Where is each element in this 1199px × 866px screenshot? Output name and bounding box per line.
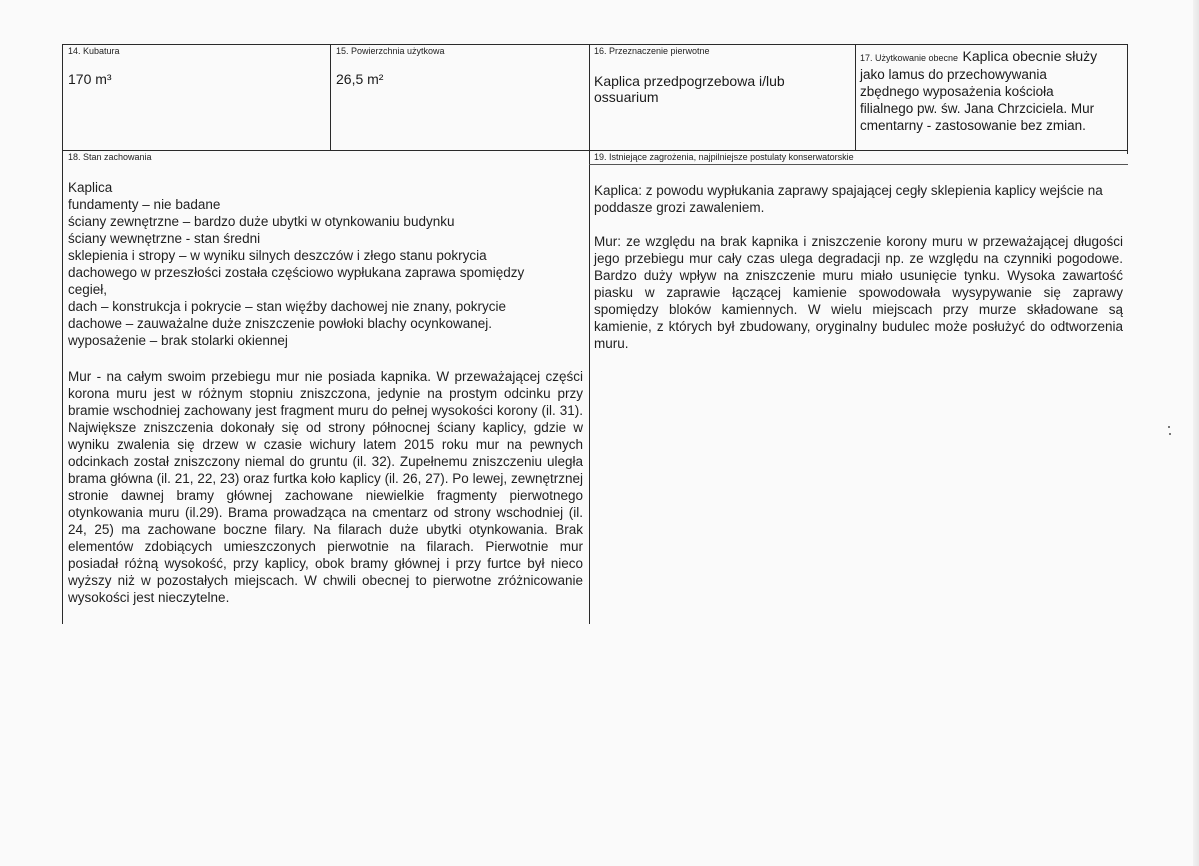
cell-przeznaczenie (594, 46, 844, 146)
stan-kaplica-line-8: dach – konstrukcja i pokrycie – stan więźby dachowej nie znany, pokrycie (68, 299, 506, 314)
stan-kaplica-line-5: sklepienia i stropy – w wyniku silnych deszczów i złego stanu pokrycia (68, 248, 487, 263)
table-top-border (62, 44, 1128, 45)
kubatura-label: 14. Kubatura (68, 46, 120, 56)
uzytkowanie-label: 17. Użytkowanie obecne (860, 53, 959, 63)
stan-kaplica-line-3: ściany zewnętrzne – bardzo duże ubytki w otynkowaniu budynku (68, 214, 455, 229)
table-row-divider (62, 150, 1128, 151)
uzytkowanie-line-1: Kaplica obecnie służy (962, 48, 1098, 64)
uzytkowanie-line-2: jako lamus do przechowywania (860, 67, 1047, 82)
stan-label: 18. Stan zachowania (68, 152, 152, 162)
stan-kaplica-line-6: dachowego w przeszłości została częściowo wypłukana zaprawa spomiędzy (68, 265, 525, 280)
scan-speck (1168, 426, 1170, 428)
powierzchnia-value: 26,5 m² (336, 71, 384, 87)
zagrozenia-label: 19. Istniejące zagrożenia, najpilniejsze postulaty konserwatorskie (594, 152, 854, 162)
kubatura-value: 170 m³ (68, 71, 112, 87)
uzytkowanie-line-4: filialnego pw. św. Jana Chrzciciela. Mur (860, 101, 1095, 116)
stan-kaplica-line-4: ściany wewnętrzne - stan średni (68, 231, 261, 246)
stan-kaplica-line-2: fundamenty – nie badane (68, 197, 221, 212)
przeznaczenie-value: Kaplica przedpogrzebowa i/lub ossuarium (594, 73, 785, 105)
stan-kaplica-block (68, 179, 583, 349)
column-divider-3 (855, 44, 856, 150)
cell-zagrozenia (594, 152, 1123, 452)
cell-kubatura (68, 46, 323, 146)
zagrozenia-kaplica-paragraph: Kaplica: z powodu wypłukania zaprawy spajającej cegły sklepienia kaplicy wejście na poddasze grozi zawaleniem. (594, 183, 1103, 215)
column-divider-main (589, 44, 590, 624)
stan-kaplica-line-1: Kaplica (68, 180, 113, 195)
cell-powierzchnia (336, 46, 584, 146)
scan-speck (1169, 433, 1171, 435)
stan-kaplica-line-9: dachowe – zauważalne duże zniszczenie powłoki blachy ocynkowanej. (68, 316, 492, 331)
stan-kaplica-line-10: wyposażenie – brak stolarki okiennej (68, 333, 288, 348)
uzytkowanie-line-5: cmentarny - zastosowanie bez zmian. (860, 118, 1086, 133)
uzytkowanie-value (860, 66, 1128, 134)
stan-kaplica-line-7: cegieł, (68, 282, 108, 297)
scan-edge (1193, 0, 1199, 866)
uzytkowanie-first-line (860, 48, 1128, 66)
cell-stan-zachowania (68, 152, 583, 632)
przeznaczenie-label: 16. Przeznaczenie pierwotne (594, 46, 710, 56)
zagrozenia-mur-paragraph: Mur: ze względu na brak kapnika i zniszczenie korony muru w przeważającej długości jego przebiegu mur cały czas ulega degradacji np. ze względu na czynniki pogodowe. Bardzo duży wpływ na zniszczenie muru miało usunięcie tynku. Wysoka zawartość piasku w zaprawie łączącej kamienie spowodowała wysypywanie się zaprawy spomiędzy bloków kamiennych. W wielu miejscach przy murze składowane są kamienie, z których był zbudowany, oryginalny budulec może posłużyć do odtworzenia muru. (594, 234, 1123, 351)
table-left-border (62, 44, 63, 624)
cell-uzytkowanie (860, 48, 1128, 148)
powierzchnia-label: 15. Powierzchnia użytkowa (336, 46, 445, 56)
stan-mur-paragraph: Mur - na całym swoim przebiegu mur nie posiada kapnika. W przeważającej części korona muru jest w różnym stopniu zniszczona, jedynie na prostym odcinku przy bramie wschodniej zachowany jest fragment muru do pełnej wysokości korony (il. 31). Największe zniszczenia dokonały się od strony północnej ściany kaplicy, gdzie w wyniku zwalenia się drzew w czasie wichury latem 2015 roku mur na pewnych odcinkach został zniszczony niemal do gruntu (il. 32). Zupełnemu zniszczeniu uległa brama główna (il. 21, 22, 23) oraz furtka koło kaplicy (il. 26, 27). Po lewej, zewnętrznej stronie dawnej bramy głównej zachowane niewielkie fragmenty pierwotnego otynkowania muru (il.29). Brama prowadząca na cmentarz od strony wschodniej (il. 24, 25) ma zachowane boczne filary. Na filarach duże ubytki otynkowania. Brak elementów zdobiących umieszczonych pierwotnie na filarach. Pierwotnie mur posiadał różną wysokość, przy kaplicy, obok bramy głównej i przy furtce był nieco wyższy niż w pozostałych miejscach. W chwili obecnej to pierwotne zróżnicowanie wysokości jest nieczytelne. (68, 369, 583, 605)
uzytkowanie-line-3: zbędnego wyposażenia kościoła (860, 84, 1054, 99)
column-divider-1 (330, 44, 331, 150)
